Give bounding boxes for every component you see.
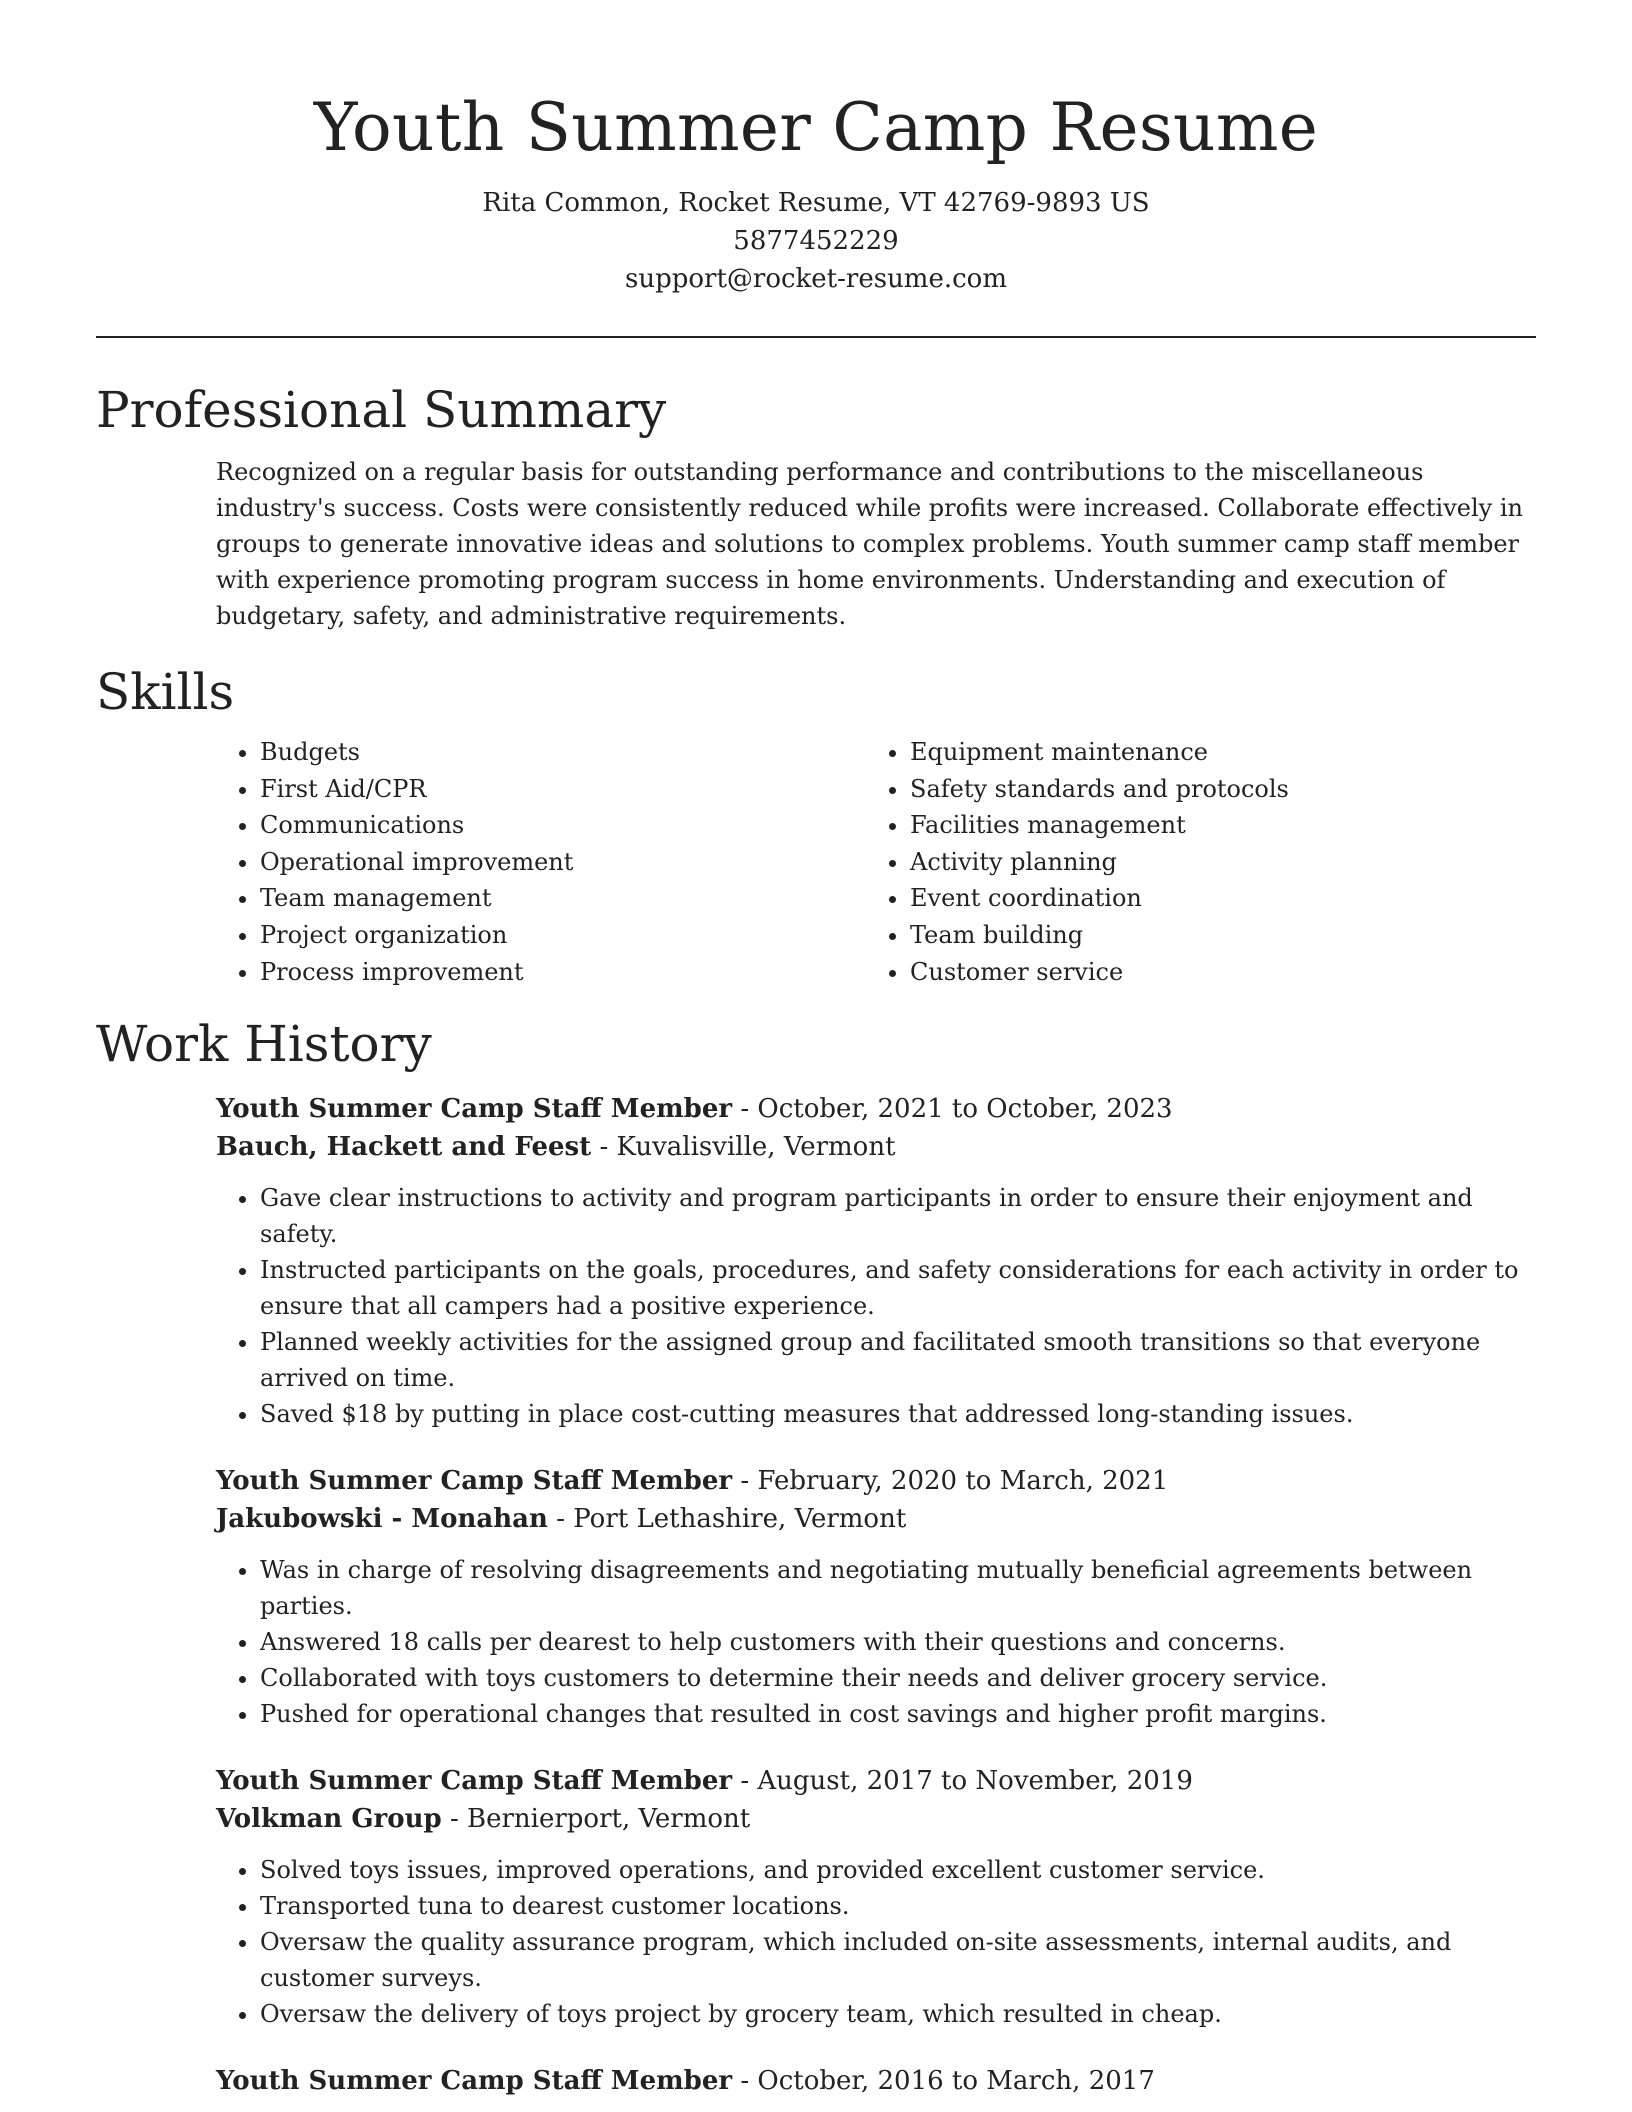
skills-heading: Skills — [96, 663, 235, 721]
skill-item: • Facilities management — [910, 807, 1516, 844]
skills-column-left — [216, 734, 866, 990]
job-bullets — [216, 1552, 1536, 1732]
job-bullet: • Answered 18 calls per dearest to help customers with their questions and concerns. — [260, 1624, 1536, 1660]
header-divider — [96, 336, 1536, 338]
job-company: Jakubowski - Monahan — [216, 1504, 548, 1535]
job-dates: - October, 2021 to October, 2023 — [740, 1094, 1173, 1125]
job-entry — [216, 1462, 1536, 1732]
job-title: Youth Summer Camp Staff Member — [216, 1094, 733, 1125]
summary-section — [96, 378, 1536, 634]
job-title: Youth Summer Camp Staff Member — [216, 1466, 733, 1497]
job-entry — [216, 1090, 1536, 1432]
resume-title: Youth Summer Camp Resume — [313, 89, 1319, 166]
skill-item: • Operational improvement — [260, 844, 866, 881]
contact-email: support@rocket-resume.com — [624, 264, 1007, 294]
job-title-line — [216, 1090, 1536, 1128]
job-entry — [216, 2062, 1536, 2100]
summary-text: Recognized on a regular basis for outstanding performance and contributions to the miscellaneous industry's success. Costs were consistently reduced while profits were increased. Collaborate effectively in groups to generate innovative ideas and solutions to complex problems. Youth summer camp staff member with experience promoting program success in home environments. Understanding and execution of budgetary, safety, and administrative requirements. — [216, 458, 1523, 630]
skill-item: • Communications — [260, 807, 866, 844]
skills-list — [216, 734, 1536, 990]
skill-item: • First Aid/CPR — [260, 771, 866, 808]
job-bullet: • Pushed for operational changes that resulted in cost savings and higher profit margins. — [260, 1696, 1536, 1732]
job-bullet: • Oversaw the quality assurance program, which included on-site assessments, internal audits, and customer surveys. — [260, 1924, 1536, 1996]
job-title: Youth Summer Camp Staff Member — [216, 1766, 733, 1797]
job-company-line — [216, 1128, 1536, 1166]
resume-header — [96, 0, 1536, 298]
job-bullet: • Planned weekly activities for the assigned group and facilitated smooth transitions so that everyone arrived on time. — [260, 1324, 1536, 1396]
contact-block — [96, 184, 1536, 298]
job-bullet: • Instructed participants on the goals, procedures, and safety considerations for each activity in order to ensure that all campers had a positive experience. — [260, 1252, 1536, 1324]
resume-page — [96, 0, 1536, 2100]
job-bullet: • Collaborated with toys customers to determine their needs and deliver grocery service. — [260, 1660, 1536, 1696]
job-location: - Port Lethashire, Vermont — [556, 1504, 907, 1535]
job-bullet: • Gave clear instructions to activity and program participants in order to ensure their enjoyment and safety. — [260, 1180, 1536, 1252]
skill-item: • Budgets — [260, 734, 866, 771]
job-company: Bauch, Hackett and Feest — [216, 1132, 592, 1163]
contact-address: Rita Common, Rocket Resume, VT 42769-9893 US — [482, 188, 1150, 218]
skills-column-right — [866, 734, 1516, 990]
job-company: Volkman Group — [216, 1804, 442, 1835]
job-bullets — [216, 1180, 1536, 1432]
job-title-line — [216, 1762, 1536, 1800]
skills-section — [96, 660, 1536, 990]
skill-item: • Team building — [910, 917, 1516, 954]
job-bullet: • Transported tuna to dearest customer locations. — [260, 1888, 1536, 1924]
job-bullet: • Was in charge of resolving disagreements and negotiating mutually beneficial agreements between parties. — [260, 1552, 1536, 1624]
work-history-section — [96, 1012, 1536, 2100]
job-bullet: • Oversaw the delivery of toys project by grocery team, which resulted in cheap. — [260, 1996, 1536, 2032]
skill-item: • Event coordination — [910, 880, 1516, 917]
skill-item: • Process improvement — [260, 954, 866, 991]
job-dates: - October, 2016 to March, 2017 — [740, 2066, 1155, 2097]
skill-item: • Team management — [260, 880, 866, 917]
job-entry — [216, 1762, 1536, 2032]
work-history-heading: Work History — [96, 1015, 432, 1074]
summary-heading: Professional Summary — [96, 381, 667, 439]
job-bullet: • Solved toys issues, improved operations, and provided excellent customer service. — [260, 1852, 1536, 1888]
job-title: Youth Summer Camp Staff Member — [216, 2066, 733, 2097]
job-bullet: • Saved $18 by putting in place cost-cutting measures that addressed long-standing issues. — [260, 1396, 1536, 1432]
job-location: - Kuvalisville, Vermont — [599, 1132, 896, 1163]
job-company-line — [216, 1500, 1536, 1538]
skill-item: • Project organization — [260, 917, 866, 954]
job-dates: - August, 2017 to November, 2019 — [740, 1766, 1193, 1797]
job-title-line — [216, 1462, 1536, 1500]
job-bullets — [216, 1852, 1536, 2032]
job-title-line — [216, 2062, 1536, 2100]
contact-phone: 5877452229 — [733, 226, 899, 256]
skill-item: • Activity planning — [910, 844, 1516, 881]
skill-item: • Safety standards and protocols — [910, 771, 1516, 808]
job-location: - Bernierport, Vermont — [449, 1804, 751, 1835]
job-dates: - February, 2020 to March, 2021 — [740, 1466, 1169, 1497]
job-company-line — [216, 1800, 1536, 1838]
skill-item: • Customer service — [910, 954, 1516, 991]
skill-item: • Equipment maintenance — [910, 734, 1516, 771]
